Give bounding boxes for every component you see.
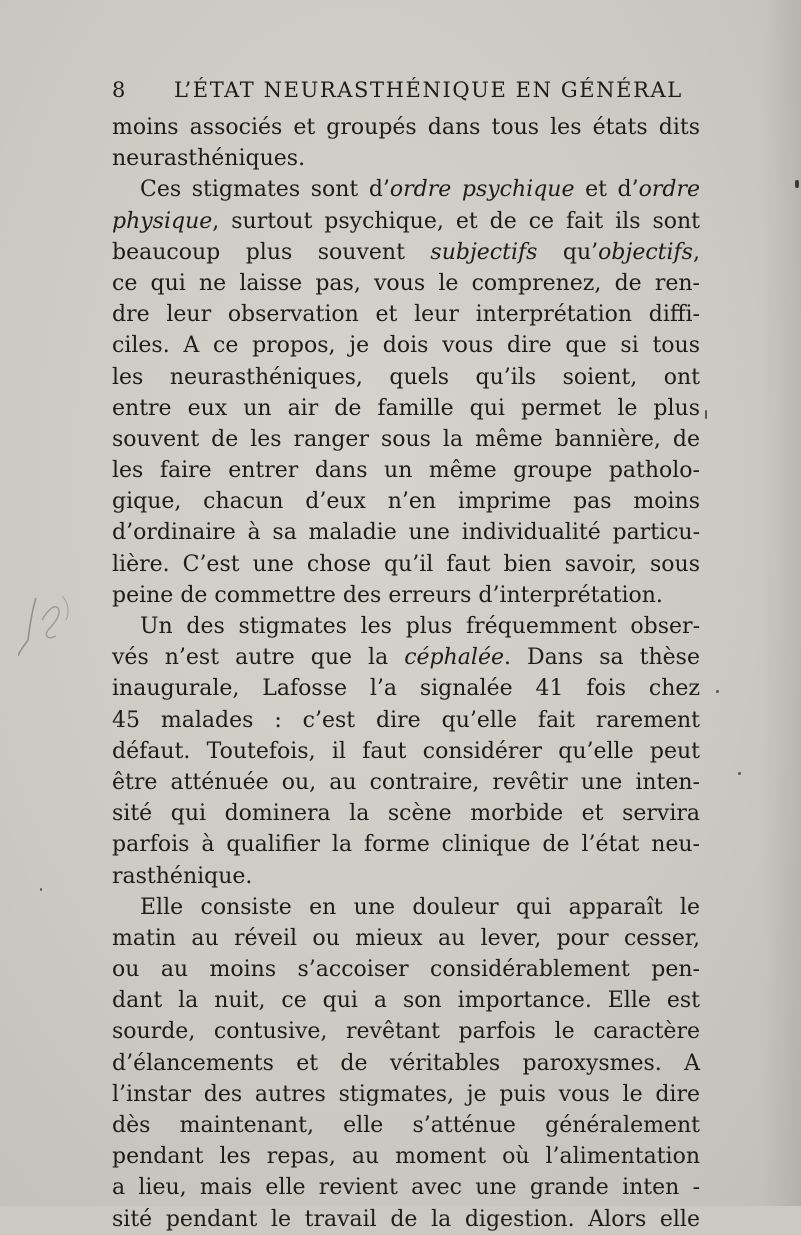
paper-speck — [738, 772, 741, 775]
text-line: inaugurale, Lafosse l’a signalée 41 fois chez — [112, 676, 700, 702]
text-line: défaut. Toutefois, il faut considérer qu’elle peut — [112, 738, 700, 764]
text-line: peine de commettre des erreurs d’interprétation. — [112, 582, 663, 608]
text-line: matin au réveil ou mieux au lever, pour cesser, — [112, 925, 700, 951]
text-line: sourde, contusive, revêtant parfois le caractère — [112, 1019, 700, 1045]
italic-run: subjectifs — [430, 239, 538, 265]
page-number: 8 — [112, 78, 127, 102]
text-run: , — [692, 239, 700, 265]
paper-speck — [705, 410, 707, 419]
italic-run: physique — [112, 208, 213, 234]
text-line: 45 malades : c’est dire qu’elle fait rarement — [112, 707, 700, 733]
text-line: ce qui ne laisse pas, vous le comprenez, de ren- — [112, 270, 700, 296]
text-line: entre eux un air de famille qui permet le plus — [112, 395, 700, 421]
italic-run: objectifs — [598, 239, 693, 265]
running-head: L’ÉTAT NEURASTHÉNIQUE EN GÉNÉRAL — [174, 78, 683, 102]
text-line: dre leur observation et leur interprétation diffi- — [112, 302, 700, 328]
text-line: les faire entrer dans un même groupe patholo- — [112, 458, 700, 484]
text-line: a lieu, mais elle revient avec une grande inten - — [112, 1175, 700, 1201]
text-line — [112, 642, 700, 673]
text-line: dant la nuit, ce qui a son importance. Elle est — [112, 988, 700, 1014]
text-line: moins associés et groupés dans tous les états dits — [112, 115, 700, 140]
text-line: parfois à qualifier la forme clinique de l’état neu- — [112, 832, 700, 858]
handwritten-margin-mark — [18, 590, 78, 660]
text-line: l’instar des autres stigmates, je puis vous le dire — [112, 1081, 700, 1107]
text-run: , surtout psychique, et de ce fait ils sont — [212, 208, 700, 234]
text-line: être atténuée ou, au contraire, revêtir une inten- — [112, 769, 700, 795]
paper-speck — [795, 180, 799, 188]
italic-run: ordre — [638, 177, 700, 203]
text-line: pendant les repas, au moment où l’alimentation — [112, 1144, 700, 1170]
text-line: dès maintenant, elle s’atténue généralement — [112, 1113, 700, 1138]
page-header — [112, 78, 702, 108]
text-line: lière. C’est une chose qu’il faut bien savoir, sous — [112, 551, 700, 577]
paper-speck — [716, 690, 719, 693]
text-run: Ces stigmates sont d’ — [140, 177, 390, 203]
text-line — [112, 237, 700, 268]
text-line: ciles. A ce propos, je dois vous dire que si tous — [112, 333, 700, 359]
text-line — [112, 206, 700, 237]
text-line — [112, 174, 700, 205]
text-line: sité qui dominera la scène morbide et servira — [112, 801, 700, 827]
text-line: les neurasthéniques, quels qu’ils soient, ont — [112, 364, 700, 390]
text-line: d’ordinaire à sa maladie une individualité particu- — [112, 520, 700, 546]
text-line: neurasthéniques. — [112, 146, 306, 172]
text-line: sité pendant le travail de la digestion. Alors elle — [112, 1206, 700, 1232]
paper-speck — [40, 888, 42, 891]
body-text — [112, 112, 700, 1235]
text-run: vés n’est autre que la — [112, 645, 405, 671]
italic-run: ordre psychique — [389, 177, 575, 203]
text-line: ou au moins s’accoiser considérablement pen- — [112, 957, 700, 983]
text-run: beaucoup plus souvent — [112, 239, 431, 265]
text-line: gique, chacun d’eux n’en imprime pas moins — [112, 489, 700, 515]
italic-run: céphalée — [404, 645, 504, 671]
text-line: d’élancements et de véritables paroxysmes. A — [112, 1050, 700, 1076]
text-run: et d’ — [574, 177, 639, 203]
text-line: Elle consiste en une douleur qui apparaît le — [140, 894, 700, 920]
text-line: souvent de les ranger sous la même bannière, de — [112, 426, 700, 452]
text-line: rasthénique. — [112, 863, 253, 889]
text-run: qu’ — [537, 239, 599, 265]
text-run: . Dans sa thèse — [504, 645, 700, 671]
text-line: Un des stigmates les plus fréquemment obser- — [140, 614, 700, 639]
